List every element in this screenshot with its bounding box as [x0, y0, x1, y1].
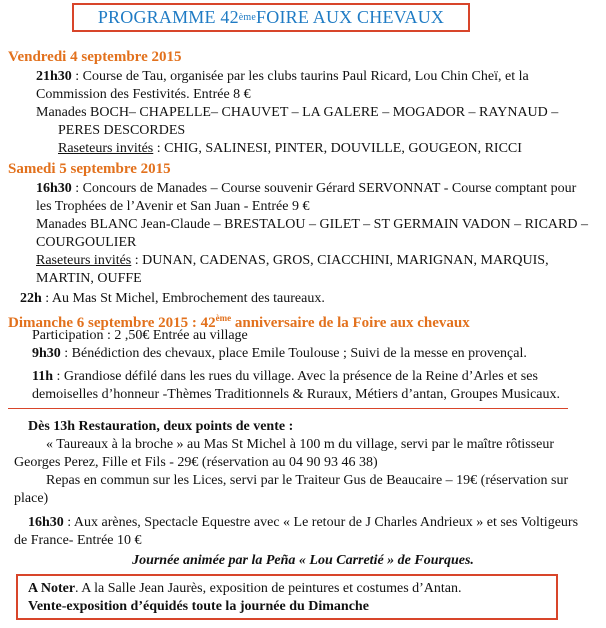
animation-line: Journée animée par la Peña « Lou Carretié » de Fourques.	[132, 553, 474, 568]
sunday-participation: Participation : 2 ,50€ Entrée au village	[32, 328, 248, 343]
saturday-time2: 22h	[20, 291, 42, 306]
section-divider	[8, 408, 568, 409]
restauration-header: Dès 13h Restauration, deux points de vente :	[28, 419, 294, 434]
saturday-manades1: Manades BLANC Jean-Claude – BRESTALOU – GILET – ST GERMAIN VADON – RICARD –	[36, 217, 588, 232]
sunday-line2: 11h : Grandiose défilé dans les rues du village. Avec la présence de la Reine d’Arles et ses	[32, 369, 538, 384]
saturday-line3: 22h : Au Mas St Michel, Embrochement des taureaux.	[20, 291, 325, 306]
sunday-line3: demoiselles d’honneur -Thèmes Traditionnels & Ruraux, Métiers d’antan, Groupes Musicaux.	[32, 387, 561, 402]
restauration-line1: « Taureaux à la broche » au Mas St Michel à 100 m du village, servi par le maître rôtisseur	[46, 437, 555, 452]
sunday-line1: 9h30 : Bénédiction des chevaux, place Emile Toulouse ; Suivi de la messe en provençal.	[32, 346, 527, 361]
restauration-line5: 16h30 : Aux arènes, Spectacle Equestre avec « Le retour de J Charles Andrieux » et ses Voltigeurs	[28, 515, 579, 530]
saturday-line2: les Trophées de l’Avenir et San Juan - Entrée 9 €	[36, 199, 310, 214]
saturday-header: Samedi 5 septembre 2015	[8, 161, 171, 177]
saturday-raseteurs-label: Raseteurs invités	[36, 253, 132, 268]
note-label: A Noter	[28, 581, 76, 596]
saturday-raseteurs: Raseteurs invités : DUNAN, CADENAS, GROS, CIACCHINI, MARIGNAN, MARQUIS,	[36, 253, 549, 268]
sunday-time2: 11h	[32, 369, 54, 384]
sunday-time1: 9h30	[32, 346, 61, 361]
saturday-manades2: COURGOULIER	[36, 235, 137, 250]
restauration-line4: place)	[14, 491, 49, 506]
title-prefix: PROGRAMME 42	[97, 7, 239, 27]
restauration-time: 16h30	[28, 515, 64, 530]
program-title	[72, 3, 470, 32]
restauration-line6: de France- Entrée 10 €	[14, 533, 142, 548]
note-line1: A Noter. A la Salle Jean Jaurès, exposition de peintures et costumes d’Antan.	[28, 581, 462, 596]
saturday-raseteurs2: MARTIN, OUFFE	[36, 271, 142, 286]
restauration-line3: Repas en commun sur les Lices, servi par le Traiteur Gus de Beaucaire – 19€ (réservation sur	[46, 473, 569, 488]
friday-header: Vendredi 4 septembre 2015	[8, 49, 182, 65]
friday-manades1: Manades BOCH– CHAPELLE– CHAUVET – LA GALERE – MOGADOR – RAYNAUD –	[36, 105, 559, 120]
friday-time: 21h30	[36, 69, 72, 84]
saturday-time: 16h30	[36, 181, 72, 196]
friday-raseteurs: Raseteurs invités : CHIG, SALINESI, PINTER, DOUVILLE, GOUGEON, RICCI	[58, 141, 522, 156]
title-sup: ème	[238, 12, 257, 23]
sunday-header: Dimanche 6 septembre 2015 : 42ème anniversaire de la Foire aux chevaux	[8, 313, 470, 331]
friday-manades2: PERES DESCORDES	[58, 123, 186, 138]
restauration-line2: Georges Perez, Fille et Fils - 29€ (réservation au 04 90 93 46 38)	[14, 455, 378, 470]
friday-line1: 21h30 : Course de Tau, organisée par les clubs taurins Paul Ricard, Lou Chin Cheï, et la	[36, 69, 529, 84]
saturday-line1: 16h30 : Concours de Manades – Course souvenir Gérard SERVONNAT - Course comptant pour	[36, 181, 577, 196]
note-line2: Vente-exposition d’équidés toute la journée du Dimanche	[28, 599, 369, 614]
title-suffix: FOIRE AUX CHEVAUX	[256, 7, 445, 27]
friday-line2: Commission des Festivités. Entrée 8 €	[36, 87, 251, 102]
friday-raseteurs-label: Raseteurs invités	[58, 141, 154, 156]
